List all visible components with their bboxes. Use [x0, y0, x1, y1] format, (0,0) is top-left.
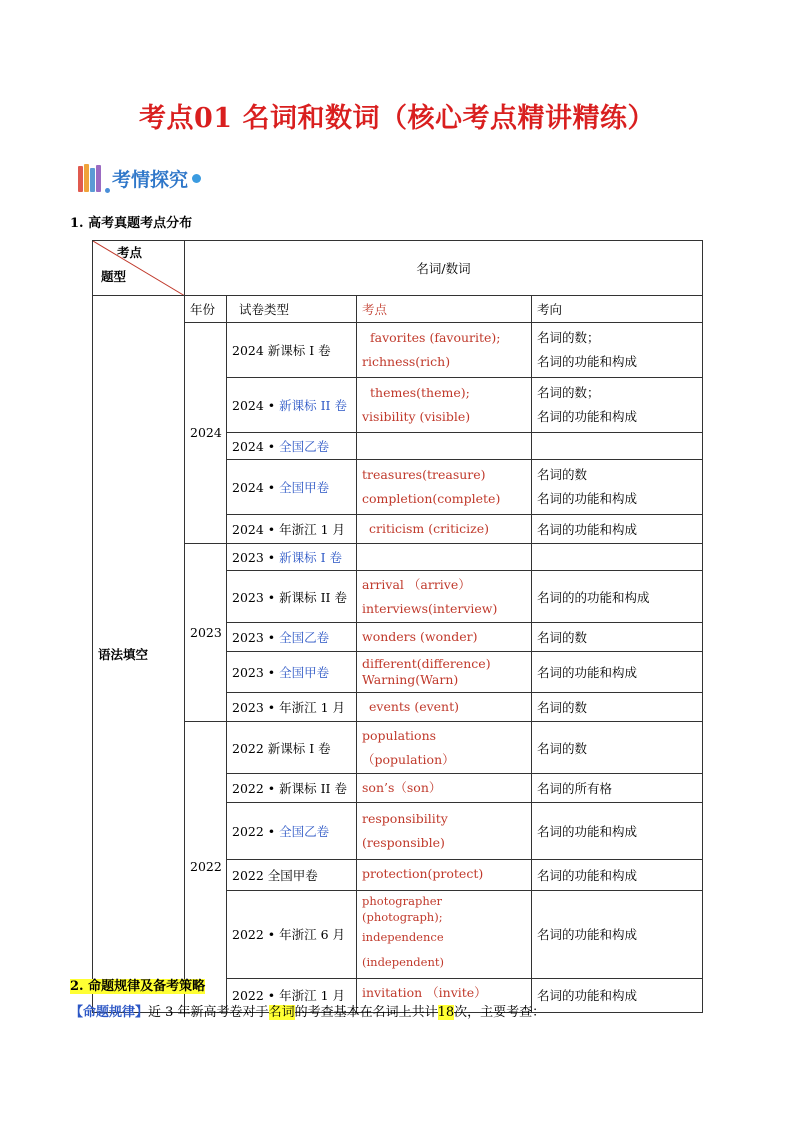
point-cell: favorites (favourite);	[370, 330, 501, 346]
paper-cell: 全国甲卷	[279, 665, 330, 680]
col-year-header: 年份	[185, 296, 227, 323]
year-cell: 2022	[185, 721, 227, 1012]
point-cell: interviews(interview)	[362, 600, 498, 616]
heading-1: 1. 高考真题考点分布	[70, 216, 193, 231]
corner-cell	[93, 241, 185, 296]
corner-top-label: 考点	[117, 245, 143, 260]
section-header	[78, 160, 201, 196]
point-cell	[357, 433, 532, 460]
paper-cell: 2023 •	[232, 630, 280, 646]
direction-cell: 名词的数	[537, 630, 588, 646]
year-cell: 2023	[185, 543, 227, 721]
section-title: 考情探究	[112, 168, 189, 191]
row-label: 语法填空	[93, 296, 185, 1013]
col-direction-header: 考向	[532, 296, 703, 323]
col-paper-header: 试卷类型	[227, 296, 357, 323]
paper-cell: 2024 •	[232, 439, 280, 454]
point-cell: arrival （arrive）	[362, 576, 471, 592]
table-row	[93, 543, 703, 570]
paper-cell: 全国乙卷	[279, 824, 330, 839]
paper-cell: 2022 新课标 I 卷	[232, 740, 331, 756]
paper-cell: 2024 • 年浙江 1 月	[232, 521, 346, 537]
paper-cell: 2022 • 年浙江 1 月	[232, 988, 346, 1004]
year-cell: 2024	[185, 323, 227, 544]
direction-cell: 名词的数	[537, 740, 588, 756]
paper-cell: 2024 新课标 I 卷	[232, 343, 331, 358]
table-row	[93, 323, 703, 378]
direction-cell: 名词的的功能和构成	[537, 589, 650, 605]
rule-highlight: 18	[437, 1005, 455, 1020]
paper-cell: 2022 • 新课标 II 卷	[232, 781, 347, 797]
rule-text: 次，主要考查：	[454, 1005, 546, 1020]
corner-bottom-label: 题型	[101, 269, 127, 284]
direction-cell: 名词的数；	[537, 330, 600, 346]
point-cell: themes(theme);	[370, 385, 470, 401]
point-cell: wonders (wonder)	[362, 629, 478, 645]
books-icon	[78, 164, 102, 192]
paper-cell: 2022 • 年浙江 6 月	[232, 927, 346, 943]
col-point-header: 考点	[357, 296, 532, 323]
point-cell: photographer (photograph);	[362, 894, 443, 925]
direction-cell	[532, 543, 703, 570]
point-cell: populations （population）	[362, 727, 455, 767]
paper-cell: 2024 •	[232, 398, 280, 413]
point-cell	[357, 543, 532, 570]
paper-cell: 2022 •	[232, 824, 280, 839]
paper-cell: 全国甲卷	[279, 480, 330, 495]
paper-cell: 新课标 II 卷	[279, 398, 347, 413]
point-cell: responsibility	[362, 811, 448, 827]
point-cell: protection(protect)	[362, 866, 484, 881]
paper-cell: 2023 •	[232, 549, 280, 565]
direction-cell: 名词的功能和构成	[537, 988, 638, 1004]
point-cell: events (event)	[369, 699, 460, 714]
table-row	[93, 721, 703, 774]
point-cell: son’s（son）	[362, 780, 442, 796]
direction-cell: 名词的所有格	[537, 781, 613, 797]
paper-cell: 2022 全国甲卷	[232, 868, 318, 883]
paper-cell: 2023 • 新课标 II 卷	[232, 589, 347, 605]
paper-cell: 2023 •	[232, 665, 280, 680]
paper-cell: 2024 •	[232, 480, 280, 495]
direction-cell: 名词的数；	[537, 385, 600, 401]
point-cell: treasures(treasure)	[362, 467, 486, 483]
point-cell: (responsible)	[362, 835, 445, 850]
dot-icon	[192, 174, 201, 183]
header-span: 名词/数词	[185, 241, 703, 296]
point-cell: visibility (visible)	[362, 409, 471, 424]
dot-icon	[105, 188, 110, 193]
direction-cell: 名词的数	[537, 699, 588, 715]
heading-2	[70, 975, 205, 994]
paper-cell: 2023 • 年浙江 1 月	[232, 699, 346, 715]
direction-cell: 名词的功能和构成	[537, 521, 638, 537]
direction-cell: 名词的功能和构成	[537, 665, 638, 680]
rule-label: 【命题规律】	[70, 1005, 149, 1020]
point-cell: criticism (criticize)	[369, 521, 489, 536]
rule-text: 近 3 年新高考卷对于	[148, 1005, 269, 1020]
point-cell: Warning(Warn)	[362, 672, 459, 687]
direction-cell: 名词的功能和构成	[537, 868, 638, 883]
direction-cell: 名词的数	[537, 467, 588, 483]
page-title: 考点01 名词和数词（核心考点精讲精练）	[139, 103, 655, 134]
point-cell: richness(rich)	[362, 354, 451, 369]
point-cell: different(difference)	[362, 655, 491, 671]
point-cell: independence (independent)	[362, 930, 444, 970]
direction-cell: 名词的功能和构成	[537, 927, 638, 943]
heading-2-text: 2. 命题规律及备考策略	[70, 979, 206, 994]
direction-cell: 名词的功能和构成	[537, 491, 638, 506]
point-cell: completion(complete)	[362, 491, 501, 506]
point-cell: invitation （invite）	[362, 984, 487, 1000]
rule-paragraph	[70, 1001, 545, 1020]
rule-text: 的考查基本在名词上共计	[294, 1005, 438, 1020]
direction-cell: 名词的功能和构成	[537, 409, 638, 424]
rule-highlight: 名词	[268, 1005, 295, 1020]
paper-cell: 新课标 I 卷	[279, 549, 343, 565]
paper-cell: 全国乙卷	[279, 439, 330, 454]
paper-cell: 全国乙卷	[279, 630, 330, 646]
direction-cell	[532, 433, 703, 460]
exam-table	[92, 240, 703, 1013]
direction-cell: 名词的功能和构成	[537, 824, 638, 839]
direction-cell: 名词的功能和构成	[537, 354, 638, 369]
